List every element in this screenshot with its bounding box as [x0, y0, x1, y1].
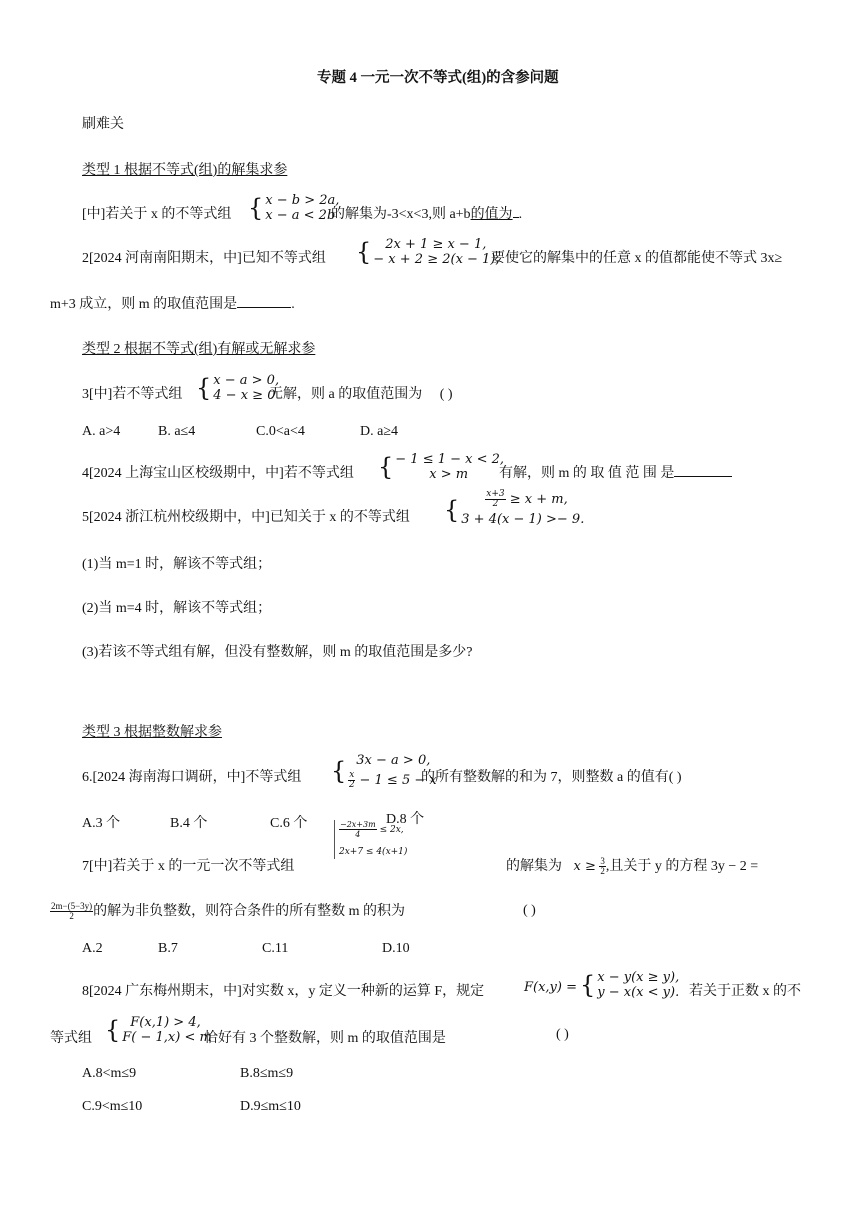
q5-system: [444, 490, 584, 530]
brace-icon: {: [248, 194, 264, 222]
q6-sys2-rest: − 1 ≤ 5 − x: [359, 773, 437, 788]
q7-line2-den: 2: [69, 911, 74, 922]
brace-icon: {: [378, 453, 394, 481]
q5-part-2: (2)当 m=4 时，解该不等式组；: [82, 601, 272, 616]
q6-prefix: 6.[2024 海南海口调研，中]不等式组: [82, 770, 302, 785]
q2-line2: [50, 293, 295, 313]
q6-option-a: A.3 个: [82, 816, 121, 831]
q3-option-c: C.0<a<4: [256, 424, 305, 439]
q7-img-line1-rest: ≤ 2x,: [379, 825, 404, 835]
brace-icon: {: [196, 374, 212, 402]
q4-mid: 有解，则 m 的 取 值 范 围 是: [499, 466, 675, 481]
q3-sys-line1: x − a > 0,: [213, 373, 280, 388]
q4-prefix: 4[2024 上海宝山区校级期中，中]若不等式组: [82, 466, 354, 481]
q2-sys-line2: − x + 2 ≥ 2(x − 1),: [373, 252, 500, 267]
q1-sys-line2: x − a < 2b: [265, 208, 336, 223]
brace-icon: {: [105, 1016, 121, 1044]
q6-frac-num: x: [349, 770, 355, 780]
q2-mid: 要使它的解集中的任意 x 的值都能使不等式 3x≥: [491, 251, 783, 266]
q5-part-3: (3)若该不等式组有解，但没有整数解，则 m 的取值范围是多少?: [82, 645, 473, 660]
brace-icon: {: [580, 971, 596, 999]
q8-system: [580, 970, 679, 1000]
q5-sys-line1: [461, 490, 584, 510]
q3-option-d: D. a≥4: [360, 424, 399, 439]
q7-img-line2: 2x+7 ≤ 4(x+1): [339, 847, 408, 857]
q3-system: [196, 373, 279, 403]
section-label: 刷难关: [82, 117, 124, 132]
q4-sys-line2: x > m: [429, 467, 469, 482]
q1-tail: [331, 203, 522, 223]
q3-answer-paren: ( ): [439, 387, 453, 402]
q7-option-b: B.7: [158, 941, 178, 956]
q7-img-den: 4: [355, 830, 361, 839]
q8-sys2-line2: F( − 1,x) < m: [122, 1030, 212, 1045]
q5-sys1-rest: ≥ x + m,: [509, 492, 568, 507]
answer-blank: [237, 307, 291, 308]
q7-answer-paren: ( ): [523, 903, 536, 918]
q8-mid2: 恰好有 3 个整数解，则 m 的取值范围是: [204, 1031, 446, 1046]
q1-prefix: [中]若关于 x 的不等式组: [82, 207, 232, 222]
q2-prefix: 2[2024 河南南阳期末，中]已知不等式组: [82, 251, 326, 266]
q6-sys-line1: 3x − a > 0,: [356, 753, 431, 768]
q7-option-a: A.2: [82, 941, 103, 956]
q5-prefix: 5[2024 浙江杭州校级期中，中]已知关于 x 的不等式组: [82, 510, 410, 525]
q7-sol-x: x ≥: [573, 859, 596, 874]
q3-mid: [269, 383, 453, 403]
q2-system: [356, 237, 500, 267]
q7-img-line1: [339, 820, 407, 839]
q1-mid: 的解集为-3<x<3,则 a+b: [331, 207, 471, 222]
q1-end: .: [518, 207, 523, 222]
q7-line2-frac: [50, 902, 93, 921]
q7-option-c: C.11: [262, 941, 289, 956]
q8-line2: 等式组: [50, 1031, 92, 1046]
q7-line2: [50, 900, 405, 921]
q1-system: [248, 193, 339, 223]
q6-mid: 的所有整数解的和为 7，则整数 a 的值有( ): [421, 770, 682, 785]
q4-tail: [499, 462, 732, 482]
q7-mid2: ,且关于 y 的方程 3y − 2 =: [605, 859, 759, 874]
q7-prefix: 7[中]若关于 x 的一元一次不等式组: [82, 859, 295, 874]
q5-frac-num: x+3: [486, 489, 505, 499]
q7-line2-num: 2m−(5−3y): [51, 901, 93, 912]
q6-fraction: [348, 771, 355, 790]
q8-option-c: C.9<m≤10: [82, 1099, 143, 1114]
q7-line2-rest: 的解为非负整数，则符合条件的所有整数 m 的积为: [93, 904, 406, 919]
q8-sys-line2: y − x(x < y).: [597, 985, 680, 1000]
q8-prefix: 8[2024 广东梅州期末，中]对实数 x，y 定义一种新的运算 F，规定: [82, 984, 485, 999]
q6-frac-den: 2: [348, 780, 355, 790]
q1-sys-line1: x − b > 2a,: [265, 193, 340, 208]
q3-mid-text: 无解，则 a 的取值范围为: [269, 387, 423, 402]
type-3-heading: 类型 3 根据整数解求参: [82, 725, 222, 740]
type-1-heading: 类型 1 根据不等式(组)的解集求参: [82, 163, 288, 178]
q3-sys-line2: 4 − x ≥ 0: [213, 388, 276, 403]
q2-sys-line1: 2x + 1 ≥ x − 1,: [385, 237, 487, 252]
question-2: [82, 247, 326, 267]
q2-end: .: [291, 297, 295, 312]
brace-icon: {: [331, 757, 347, 785]
q6-option-c: C.6 个: [270, 816, 308, 831]
page-title: 专题 4 一元一次不等式(组)的含参问题: [317, 70, 559, 86]
q3-option-b: B. a≤4: [158, 424, 196, 439]
q7-sol-den: 2: [600, 866, 605, 877]
q8-sys2-line1: F(x,1) > 4,: [130, 1015, 201, 1030]
q7-mid: 的解集为: [506, 859, 562, 874]
q6-option-b: B.4 个: [170, 816, 208, 831]
q8-option-a: A.8<m≤9: [82, 1066, 137, 1081]
q8-option-b: B.8≤m≤9: [240, 1066, 294, 1081]
q7-img-num: −2x+3m: [340, 820, 376, 829]
type-2-heading: 类型 2 根据不等式(组)有解或无解求参: [82, 342, 316, 357]
q8-mid: 若关于正数 x 的不: [689, 984, 801, 999]
brace-icon: {: [444, 496, 460, 524]
question-1: [82, 203, 231, 223]
q7-system-image: [334, 820, 407, 859]
brace-icon: {: [356, 238, 372, 266]
q5-frac-den: 2: [492, 499, 499, 509]
q3-prefix: 3[中]若不等式组: [82, 387, 183, 402]
q7-option-d: D.10: [382, 941, 410, 956]
q5-part-1: (1)当 m=1 时，解该不等式组；: [82, 557, 272, 572]
q7-img-frac: [339, 820, 377, 839]
q8-answer-paren: ( ): [556, 1027, 569, 1042]
q2-line2-text: m+3 成立，则 m 的取值范围是: [50, 297, 238, 312]
q1-underline: 的值为: [470, 207, 513, 222]
q4-system: [378, 452, 504, 482]
q6-option-d: D.8 个: [386, 812, 425, 827]
q8-system-2: [105, 1015, 212, 1045]
q8-option-d: D.9≤m≤10: [240, 1099, 301, 1114]
q8-func: F(x,y) =: [524, 980, 577, 995]
q4-sys-line1: − 1 ≤ 1 − x < 2,: [395, 452, 505, 467]
answer-blank: [674, 476, 732, 477]
q7-sol-num: 3: [600, 856, 605, 867]
q7-tail: [506, 855, 758, 876]
q5-fraction: [485, 490, 505, 509]
q8-sys-line1: x − y(x ≥ y),: [597, 970, 680, 985]
q3-option-a: A. a>4: [82, 424, 121, 439]
q5-sys-line2: 3 + 4(x − 1) >− 9.: [461, 512, 585, 527]
